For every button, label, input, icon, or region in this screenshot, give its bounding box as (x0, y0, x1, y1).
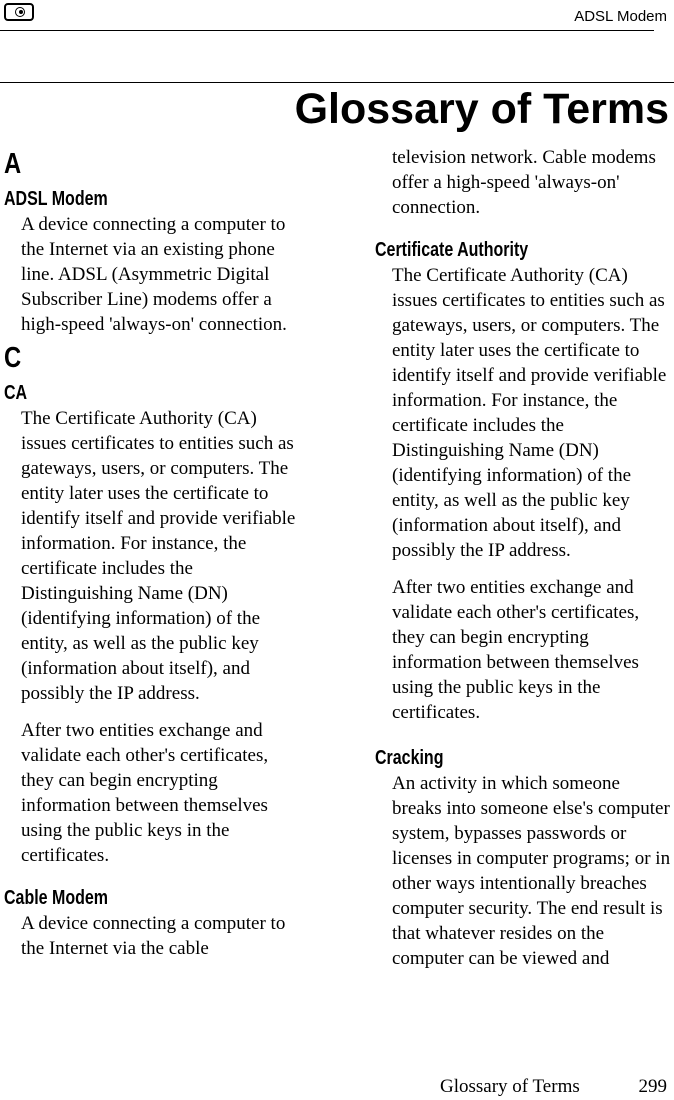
right-column (375, 145, 674, 971)
page-header (0, 0, 674, 40)
header-divider (0, 30, 654, 31)
section-letter-c: C (4, 342, 22, 374)
left-column (4, 146, 302, 961)
definition-certificate-authority-paragraph-2: After two entities exchange and validate each other's certificates, they can begin encrypting information between themselves using the public keys in the certificates. (392, 577, 640, 723)
definition-ca-paragraph-1: The Certificate Authority (CA) issues certificates to entities such as gateways, users, or computers. The entity later uses the certificate to identify itself and provide verifiable information. For instance, the certificate includes the Distinguishing Name (DN) (identifying information) of the entity, as well as the public key (information about itself), and possibly the IP address. (21, 408, 296, 704)
definition-cable-modem-part-1: A device connecting a computer to the Internet via the cable (21, 913, 286, 959)
zyxel-logo-icon (4, 3, 34, 21)
term-cracking: Cracking (375, 747, 444, 769)
page-title: Glossary of Terms (294, 85, 669, 133)
logo-dot-shape (19, 10, 23, 14)
definition-adsl-modem: A device connecting a computer to the Internet via an existing phone line. ADSL (Asymmetric Digital Subscriber Line) modems offer a high-speed 'always-on' connection. (21, 214, 287, 335)
definition-ca-paragraph-2: After two entities exchange and validate each other's certificates, they can begin encrypting information between themselves using the public keys in the certificates. (21, 720, 269, 866)
term-certificate-authority: Certificate Authority (375, 239, 529, 261)
term-cable-modem: Cable Modem (4, 887, 109, 909)
definition-cracking: An activity in which someone breaks into someone else's computer system, bypasses passwords or licenses in computer programs; or in other ways intentionally breaches computer security. The end result is that whatever resides on the computer can be viewed and (392, 773, 671, 969)
title-divider (0, 82, 674, 83)
header-title: ADSL Modem (574, 8, 667, 25)
section-letter-a: A (4, 148, 22, 180)
definition-certificate-authority-paragraph-1: The Certificate Authority (CA) issues certificates to entities such as gateways, users, or computers. The entity later uses the certificate to identify itself and provide verifiable information. For instance, the certificate includes the Distinguishing Name (DN) (identifying information) of the entity, as well as the public key (information about itself), and possibly the IP address. (392, 265, 667, 561)
footer-section-title: Glossary of Terms (440, 1076, 580, 1097)
footer-page-number: 299 (638, 1076, 667, 1097)
term-ca: CA (4, 382, 28, 404)
term-adsl-modem: ADSL Modem (4, 188, 108, 210)
definition-cable-modem-part-2: television network. Cable modems offer a high-speed 'always-on' connection. (392, 147, 656, 218)
